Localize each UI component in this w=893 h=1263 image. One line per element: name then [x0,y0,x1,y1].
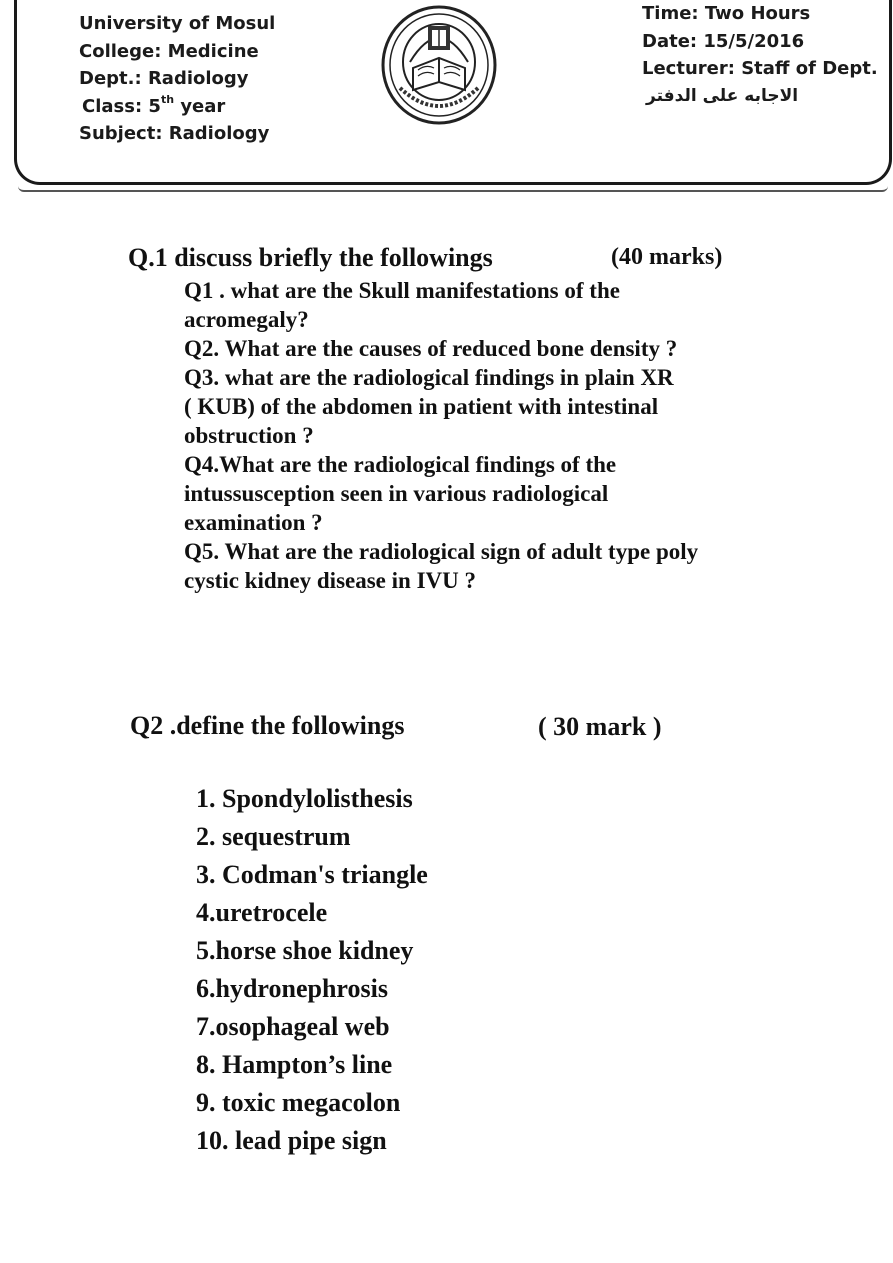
q2-item: 6.hydronephrosis [196,974,388,1003]
q1-line: Q3. what are the radiological findings in plain XR [184,365,674,390]
q2-item: 7.osophageal web [196,1012,390,1041]
q1-line: Q2. What are the causes of reduced bone density ? [184,336,678,361]
header-right-block [642,0,878,110]
q2-item: 2. sequestrum [196,822,351,851]
university-name: University of Mosul [79,13,276,34]
q2-item: 4.uretrocele [196,898,328,927]
q1-line: Q5. What are the radiological sign of adult type poly [184,539,699,564]
header-left-block [79,10,275,148]
q1-question-list [184,276,764,595]
q2-item: 3. Codman's triangle [196,860,428,889]
q1-line: cystic kidney disease in IVU ? [184,568,476,593]
exam-time: Time: Two Hours [642,3,811,24]
q2-title: Q2 .define the followings [130,711,405,740]
q2-item: 1. Spondylolisthesis [196,784,413,813]
q1-line: obstruction ? [184,423,314,448]
answer-note-arabic: الاجابه على الدفتر [646,85,799,106]
department-name: Dept.: Radiology [79,68,249,89]
class-prefix: Class: 5 [82,95,161,117]
university-seal-logo [380,4,498,126]
subject-name: Subject: Radiology [79,123,270,144]
q2-item: 5.horse shoe kidney [196,936,414,965]
college-name: College: Medicine [79,40,259,62]
class-suffix: year [174,95,226,117]
q1-line: examination ? [184,510,323,535]
exam-date: Date: 15/5/2016 [642,30,805,52]
lecturer: Lecturer: Staff of Dept. [642,58,878,79]
q1-line: Q4.What are the radiological findings of the [184,452,617,477]
header-frame-shadow [18,186,888,192]
q1-marks: (40 marks) [611,244,723,270]
q1-line: Q1 . what are the Skull manifestations of the [184,278,620,303]
q1-line: acromegaly? [184,307,309,332]
q2-marks: ( 30 mark ) [538,712,662,741]
q1-line: intussusception seen in various radiological [184,481,609,506]
q1-title: Q.1 discuss briefly the followings [128,243,493,272]
q1-line: ( KUB) of the abdomen in patient with intestinal [184,394,659,419]
class-line [82,93,275,121]
q2-item: 8. Hampton’s line [196,1050,393,1079]
q2-item: 9. toxic megacolon [196,1088,401,1117]
class-superscript: th [160,92,175,106]
q2-item: 10. lead pipe sign [196,1126,387,1155]
q2-term-list [196,780,428,1160]
